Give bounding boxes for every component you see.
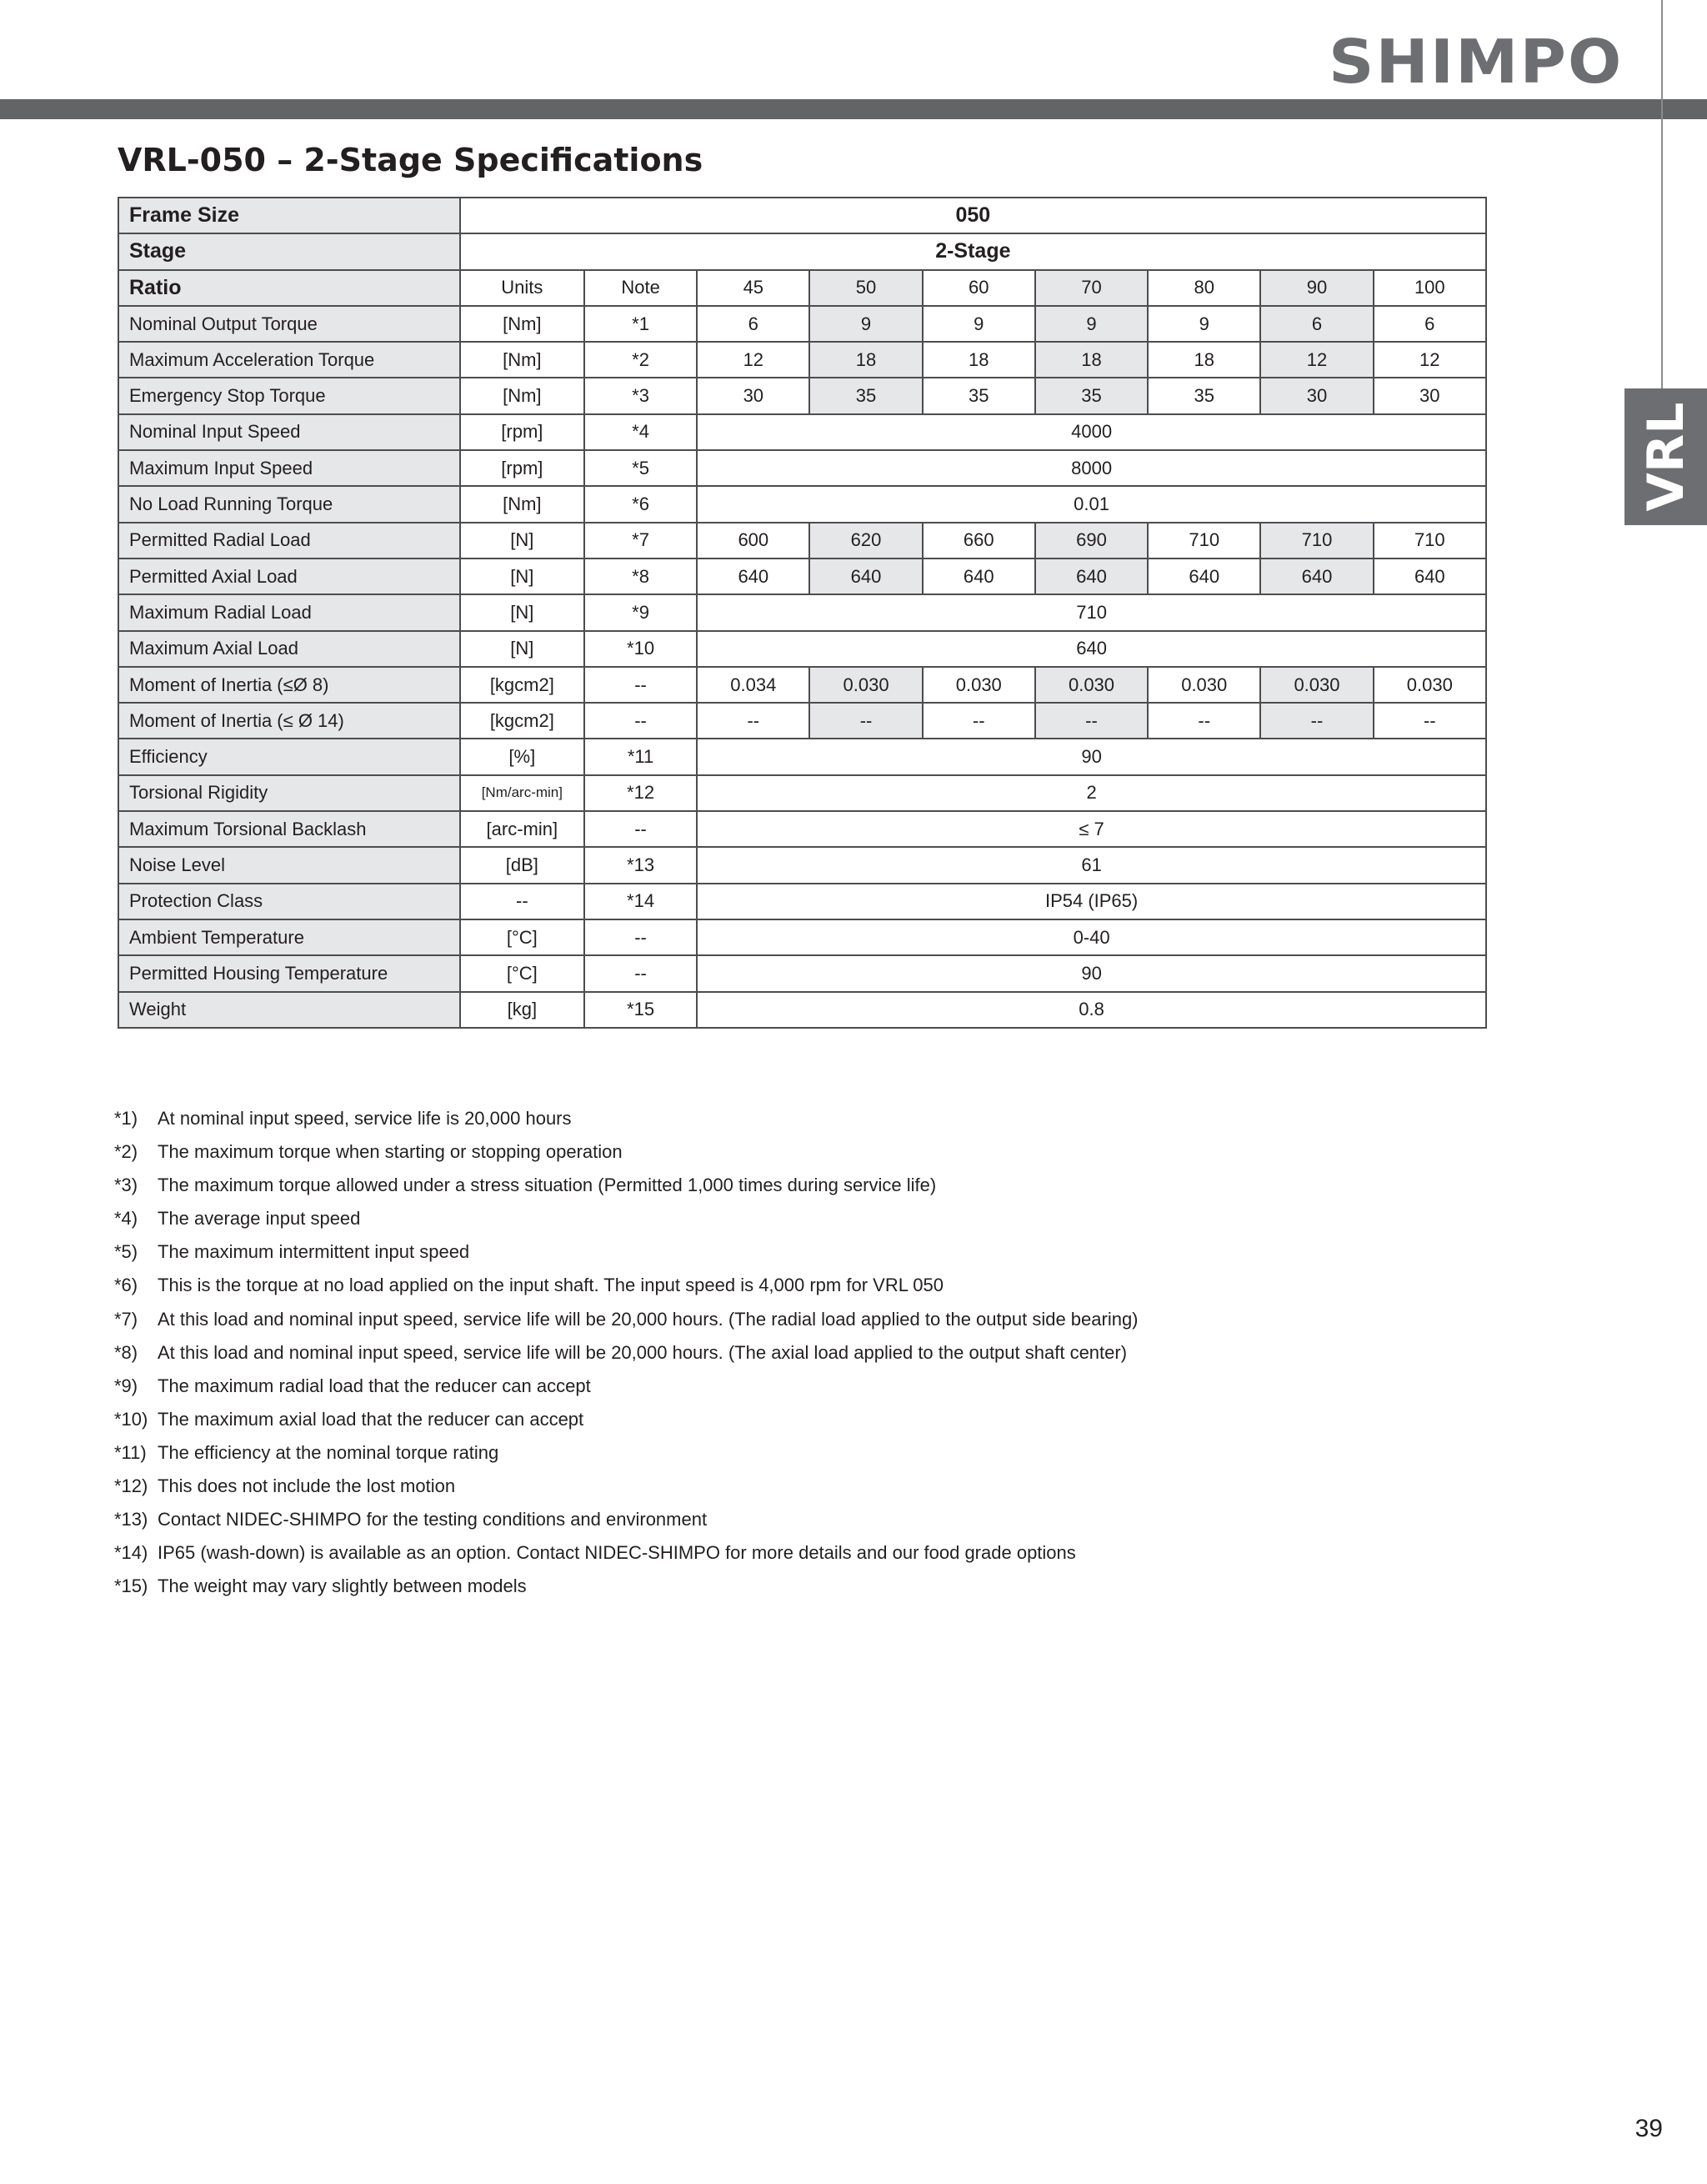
- value-cell: 640: [1035, 559, 1148, 594]
- row-unit: [Nm]: [460, 486, 584, 522]
- footnote: [114, 1470, 1531, 1503]
- footnote-number: *12): [114, 1475, 148, 1497]
- row-label: No Load Running Torque: [118, 486, 460, 522]
- row-unit: [kgcm2]: [460, 703, 584, 739]
- footnote: [114, 1303, 1531, 1336]
- table-row: [118, 378, 1486, 413]
- row-unit: [°C]: [460, 919, 584, 955]
- value-cell: 35: [1148, 378, 1260, 413]
- value-cell: 18: [1148, 342, 1260, 378]
- units-header: Units: [460, 270, 584, 306]
- row-label: Weight: [118, 992, 460, 1028]
- value-cell: --: [1260, 703, 1373, 739]
- ratio-cell: 50: [809, 270, 922, 306]
- value-cell: --: [923, 703, 1035, 739]
- value-cell: 12: [1374, 342, 1486, 378]
- footnote: [114, 1403, 1531, 1436]
- footnote-text: IP65 (wash-down) is available as an option. Contact NIDEC-SHIMPO for more details and our food grade options: [158, 1542, 1076, 1564]
- value-cell: 9: [809, 306, 922, 342]
- value-cell-merged: 61: [697, 847, 1486, 883]
- footnote: [114, 1102, 1531, 1135]
- row-note: *14: [584, 884, 697, 919]
- value-cell-merged: 0.01: [697, 486, 1486, 522]
- footnote-text: The maximum axial load that the reducer can accept: [158, 1408, 584, 1430]
- row-note: --: [584, 667, 697, 703]
- footnote-number: *7): [114, 1308, 138, 1330]
- ratio-label: Ratio: [118, 270, 460, 306]
- row-note: --: [584, 955, 697, 991]
- value-cell: 35: [923, 378, 1035, 413]
- value-cell: 640: [1374, 559, 1486, 594]
- value-cell: 640: [697, 559, 809, 594]
- row-note: *9: [584, 594, 697, 630]
- row-label: Permitted Axial Load: [118, 559, 460, 594]
- stage-row: [118, 233, 1486, 269]
- footnote-text: At this load and nominal input speed, service life will be 20,000 hours. (The axial load applied to the output shaft center): [158, 1341, 1128, 1363]
- row-unit: --: [460, 884, 584, 919]
- value-cell-merged: 90: [697, 739, 1486, 774]
- row-note: --: [584, 919, 697, 955]
- value-cell: 6: [1374, 306, 1486, 342]
- table-row: [118, 523, 1486, 559]
- footnote-text: This does not include the lost motion: [158, 1475, 456, 1497]
- value-cell: 12: [697, 342, 809, 378]
- table-row: [118, 992, 1486, 1028]
- table-row: [118, 486, 1486, 522]
- table-row: [118, 594, 1486, 630]
- row-note: --: [584, 811, 697, 847]
- value-cell-merged: IP54 (IP65): [697, 884, 1486, 919]
- row-unit: [Nm]: [460, 306, 584, 342]
- row-unit: [Nm]: [460, 378, 584, 413]
- table-row: [118, 739, 1486, 774]
- footnote-text: At nominal input speed, service life is 20,000 hours: [158, 1108, 572, 1129]
- value-cell-merged: ≤ 7: [697, 811, 1486, 847]
- value-cell: --: [1035, 703, 1148, 739]
- table-row: [118, 631, 1486, 667]
- footnote-number: *2): [114, 1141, 138, 1163]
- shimpo-logo: SHIMPO: [1329, 27, 1624, 97]
- row-note: *8: [584, 559, 697, 594]
- row-label: Nominal Input Speed: [118, 414, 460, 450]
- frame-size-row: [118, 198, 1486, 233]
- row-label: Nominal Output Torque: [118, 306, 460, 342]
- row-label: Maximum Torsional Backlash: [118, 811, 460, 847]
- row-unit: [N]: [460, 594, 584, 630]
- value-cell-merged: 90: [697, 955, 1486, 991]
- row-unit: [dB]: [460, 847, 584, 883]
- value-cell-merged: 0-40: [697, 919, 1486, 955]
- footnote: [114, 1202, 1531, 1235]
- footnote-text: The average input speed: [158, 1208, 361, 1230]
- row-label: Ambient Temperature: [118, 919, 460, 955]
- row-label: Moment of Inertia (≤ Ø 14): [118, 703, 460, 739]
- row-label: Maximum Radial Load: [118, 594, 460, 630]
- value-cell: 18: [923, 342, 1035, 378]
- footnote-number: *5): [114, 1241, 138, 1263]
- stage-label: Stage: [118, 233, 460, 269]
- row-note: *15: [584, 992, 697, 1028]
- value-cell: 0.030: [923, 667, 1035, 703]
- footnote-number: *9): [114, 1375, 138, 1396]
- value-cell: --: [809, 703, 922, 739]
- value-cell: --: [697, 703, 809, 739]
- row-unit: [Nm]: [460, 342, 584, 378]
- row-unit: [°C]: [460, 955, 584, 991]
- row-note: *3: [584, 378, 697, 413]
- footnote-number: *1): [114, 1108, 138, 1129]
- section-tab: [1624, 388, 1707, 525]
- value-cell: 0.030: [1260, 667, 1373, 703]
- value-cell: 6: [1260, 306, 1373, 342]
- row-note: *4: [584, 414, 697, 450]
- row-label: Permitted Radial Load: [118, 523, 460, 559]
- table-row: [118, 884, 1486, 919]
- table-row: [118, 342, 1486, 378]
- footnote-text: The maximum torque allowed under a stress situation (Permitted 1,000 times during service life): [158, 1175, 937, 1196]
- table-row: [118, 955, 1486, 991]
- value-cell-merged: 710: [697, 594, 1486, 630]
- value-cell: 0.030: [1035, 667, 1148, 703]
- value-cell: 30: [1374, 378, 1486, 413]
- row-note: *6: [584, 486, 697, 522]
- row-unit: [rpm]: [460, 414, 584, 450]
- value-cell: 710: [1374, 523, 1486, 559]
- value-cell: 30: [1260, 378, 1373, 413]
- page-title: VRL-050 – 2-Stage Specifications: [118, 142, 703, 178]
- row-label: Maximum Axial Load: [118, 631, 460, 667]
- footnote-text: This is the torque at no load applied on the input shaft. The input speed is 4,000 rpm for VRL 050: [158, 1275, 944, 1296]
- table-row: [118, 306, 1486, 342]
- frame-size-label: Frame Size: [118, 198, 460, 233]
- value-cell-merged: 4000: [697, 414, 1486, 450]
- row-note: *7: [584, 523, 697, 559]
- value-cell: 9: [923, 306, 1035, 342]
- ratio-cell: 90: [1260, 270, 1373, 306]
- value-cell: 6: [697, 306, 809, 342]
- ratio-cell: 100: [1374, 270, 1486, 306]
- footnote-number: *15): [114, 1575, 148, 1597]
- value-cell: 18: [809, 342, 922, 378]
- value-cell: 690: [1035, 523, 1148, 559]
- value-cell: 18: [1035, 342, 1148, 378]
- value-cell: --: [1374, 703, 1486, 739]
- table-row: [118, 775, 1486, 811]
- note-header: Note: [584, 270, 697, 306]
- footnote: [114, 1536, 1531, 1570]
- spec-table: [118, 197, 1487, 1029]
- value-cell: 9: [1035, 306, 1148, 342]
- row-unit: [arc-min]: [460, 811, 584, 847]
- table-row: [118, 667, 1486, 703]
- value-cell: --: [1148, 703, 1260, 739]
- footnote-text: The maximum intermittent input speed: [158, 1241, 470, 1263]
- row-note: --: [584, 703, 697, 739]
- footnote-text: Contact NIDEC-SHIMPO for the testing conditions and environment: [158, 1509, 708, 1530]
- row-note: *10: [584, 631, 697, 667]
- table-row: [118, 847, 1486, 883]
- row-note: *1: [584, 306, 697, 342]
- row-label: Moment of Inertia (≤Ø 8): [118, 667, 460, 703]
- row-label: Permitted Housing Temperature: [118, 955, 460, 991]
- value-cell: 12: [1260, 342, 1373, 378]
- row-label: Efficiency: [118, 739, 460, 774]
- margin-rule: [1661, 0, 1663, 392]
- row-unit: [N]: [460, 631, 584, 667]
- footnote: [114, 1135, 1531, 1169]
- row-unit: [Nm/arc-min]: [460, 775, 584, 811]
- row-note: *5: [584, 450, 697, 486]
- value-cell: 0.030: [1148, 667, 1260, 703]
- row-label: Noise Level: [118, 847, 460, 883]
- value-cell: 640: [809, 559, 922, 594]
- row-note: *2: [584, 342, 697, 378]
- ratio-cell: 70: [1035, 270, 1148, 306]
- row-note: *11: [584, 739, 697, 774]
- row-unit: [%]: [460, 739, 584, 774]
- ratio-cell: 60: [923, 270, 1035, 306]
- row-label: Maximum Input Speed: [118, 450, 460, 486]
- header-bar: [0, 99, 1707, 119]
- table-row: [118, 414, 1486, 450]
- row-label: Torsional Rigidity: [118, 775, 460, 811]
- footnote-number: *13): [114, 1509, 148, 1530]
- stage-value: 2-Stage: [460, 233, 1486, 269]
- value-cell: 640: [1148, 559, 1260, 594]
- value-cell: 600: [697, 523, 809, 559]
- value-cell: 660: [923, 523, 1035, 559]
- footnote-text: At this load and nominal input speed, service life will be 20,000 hours. (The radial load applied to the output side bearing): [158, 1308, 1139, 1330]
- value-cell: 0.030: [809, 667, 922, 703]
- row-unit: [kg]: [460, 992, 584, 1028]
- footnote: [114, 1269, 1531, 1302]
- value-cell: 9: [1148, 306, 1260, 342]
- footnote-number: *4): [114, 1208, 138, 1230]
- row-note: *12: [584, 775, 697, 811]
- footnote: [114, 1570, 1531, 1603]
- table-row: [118, 703, 1486, 739]
- frame-size-value: 050: [460, 198, 1486, 233]
- value-cell: 30: [697, 378, 809, 413]
- row-label: Maximum Acceleration Torque: [118, 342, 460, 378]
- ratio-cell: 80: [1148, 270, 1260, 306]
- row-unit: [N]: [460, 523, 584, 559]
- ratio-row: [118, 270, 1486, 306]
- row-unit: [kgcm2]: [460, 667, 584, 703]
- footnote-text: The maximum radial load that the reducer can accept: [158, 1375, 591, 1396]
- ratio-cell: 45: [697, 270, 809, 306]
- row-unit: [rpm]: [460, 450, 584, 486]
- value-cell: 35: [1035, 378, 1148, 413]
- value-cell-merged: 2: [697, 775, 1486, 811]
- value-cell: 710: [1260, 523, 1373, 559]
- footnote-number: *10): [114, 1408, 148, 1430]
- table-row: [118, 559, 1486, 594]
- table-row: [118, 450, 1486, 486]
- value-cell: 710: [1148, 523, 1260, 559]
- value-cell: 640: [1260, 559, 1373, 594]
- footnote-number: *8): [114, 1341, 138, 1363]
- row-label: Protection Class: [118, 884, 460, 919]
- footnote-number: *11): [114, 1441, 147, 1463]
- footnote: [114, 1235, 1531, 1269]
- footnote: [114, 1336, 1531, 1370]
- footnote-number: *14): [114, 1542, 148, 1564]
- value-cell: 35: [809, 378, 922, 413]
- value-cell: 640: [923, 559, 1035, 594]
- value-cell-merged: 8000: [697, 450, 1486, 486]
- value-cell: 620: [809, 523, 922, 559]
- page-number: 39: [1634, 2115, 1663, 2142]
- footnote: [114, 1169, 1531, 1202]
- table-row: [118, 811, 1486, 847]
- footnote-text: The maximum torque when starting or stopping operation: [158, 1141, 623, 1163]
- row-note: *13: [584, 847, 697, 883]
- footnote-text: The efficiency at the nominal torque rating: [158, 1441, 499, 1463]
- value-cell-merged: 0.8: [697, 992, 1486, 1028]
- footnote-number: *6): [114, 1275, 138, 1296]
- footnotes: [114, 1102, 1531, 1603]
- footnote: [114, 1436, 1531, 1470]
- footnote: [114, 1370, 1531, 1403]
- value-cell: 0.034: [697, 667, 809, 703]
- row-unit: [N]: [460, 559, 584, 594]
- spec-table-body: [118, 198, 1486, 1028]
- section-tab-label: VRL: [1636, 402, 1695, 512]
- value-cell-merged: 640: [697, 631, 1486, 667]
- table-row: [118, 919, 1486, 955]
- footnote-number: *3): [114, 1175, 138, 1196]
- footnote: [114, 1503, 1531, 1536]
- footnote-text: The weight may vary slightly between models: [158, 1575, 527, 1597]
- value-cell: 0.030: [1374, 667, 1486, 703]
- row-label: Emergency Stop Torque: [118, 378, 460, 413]
